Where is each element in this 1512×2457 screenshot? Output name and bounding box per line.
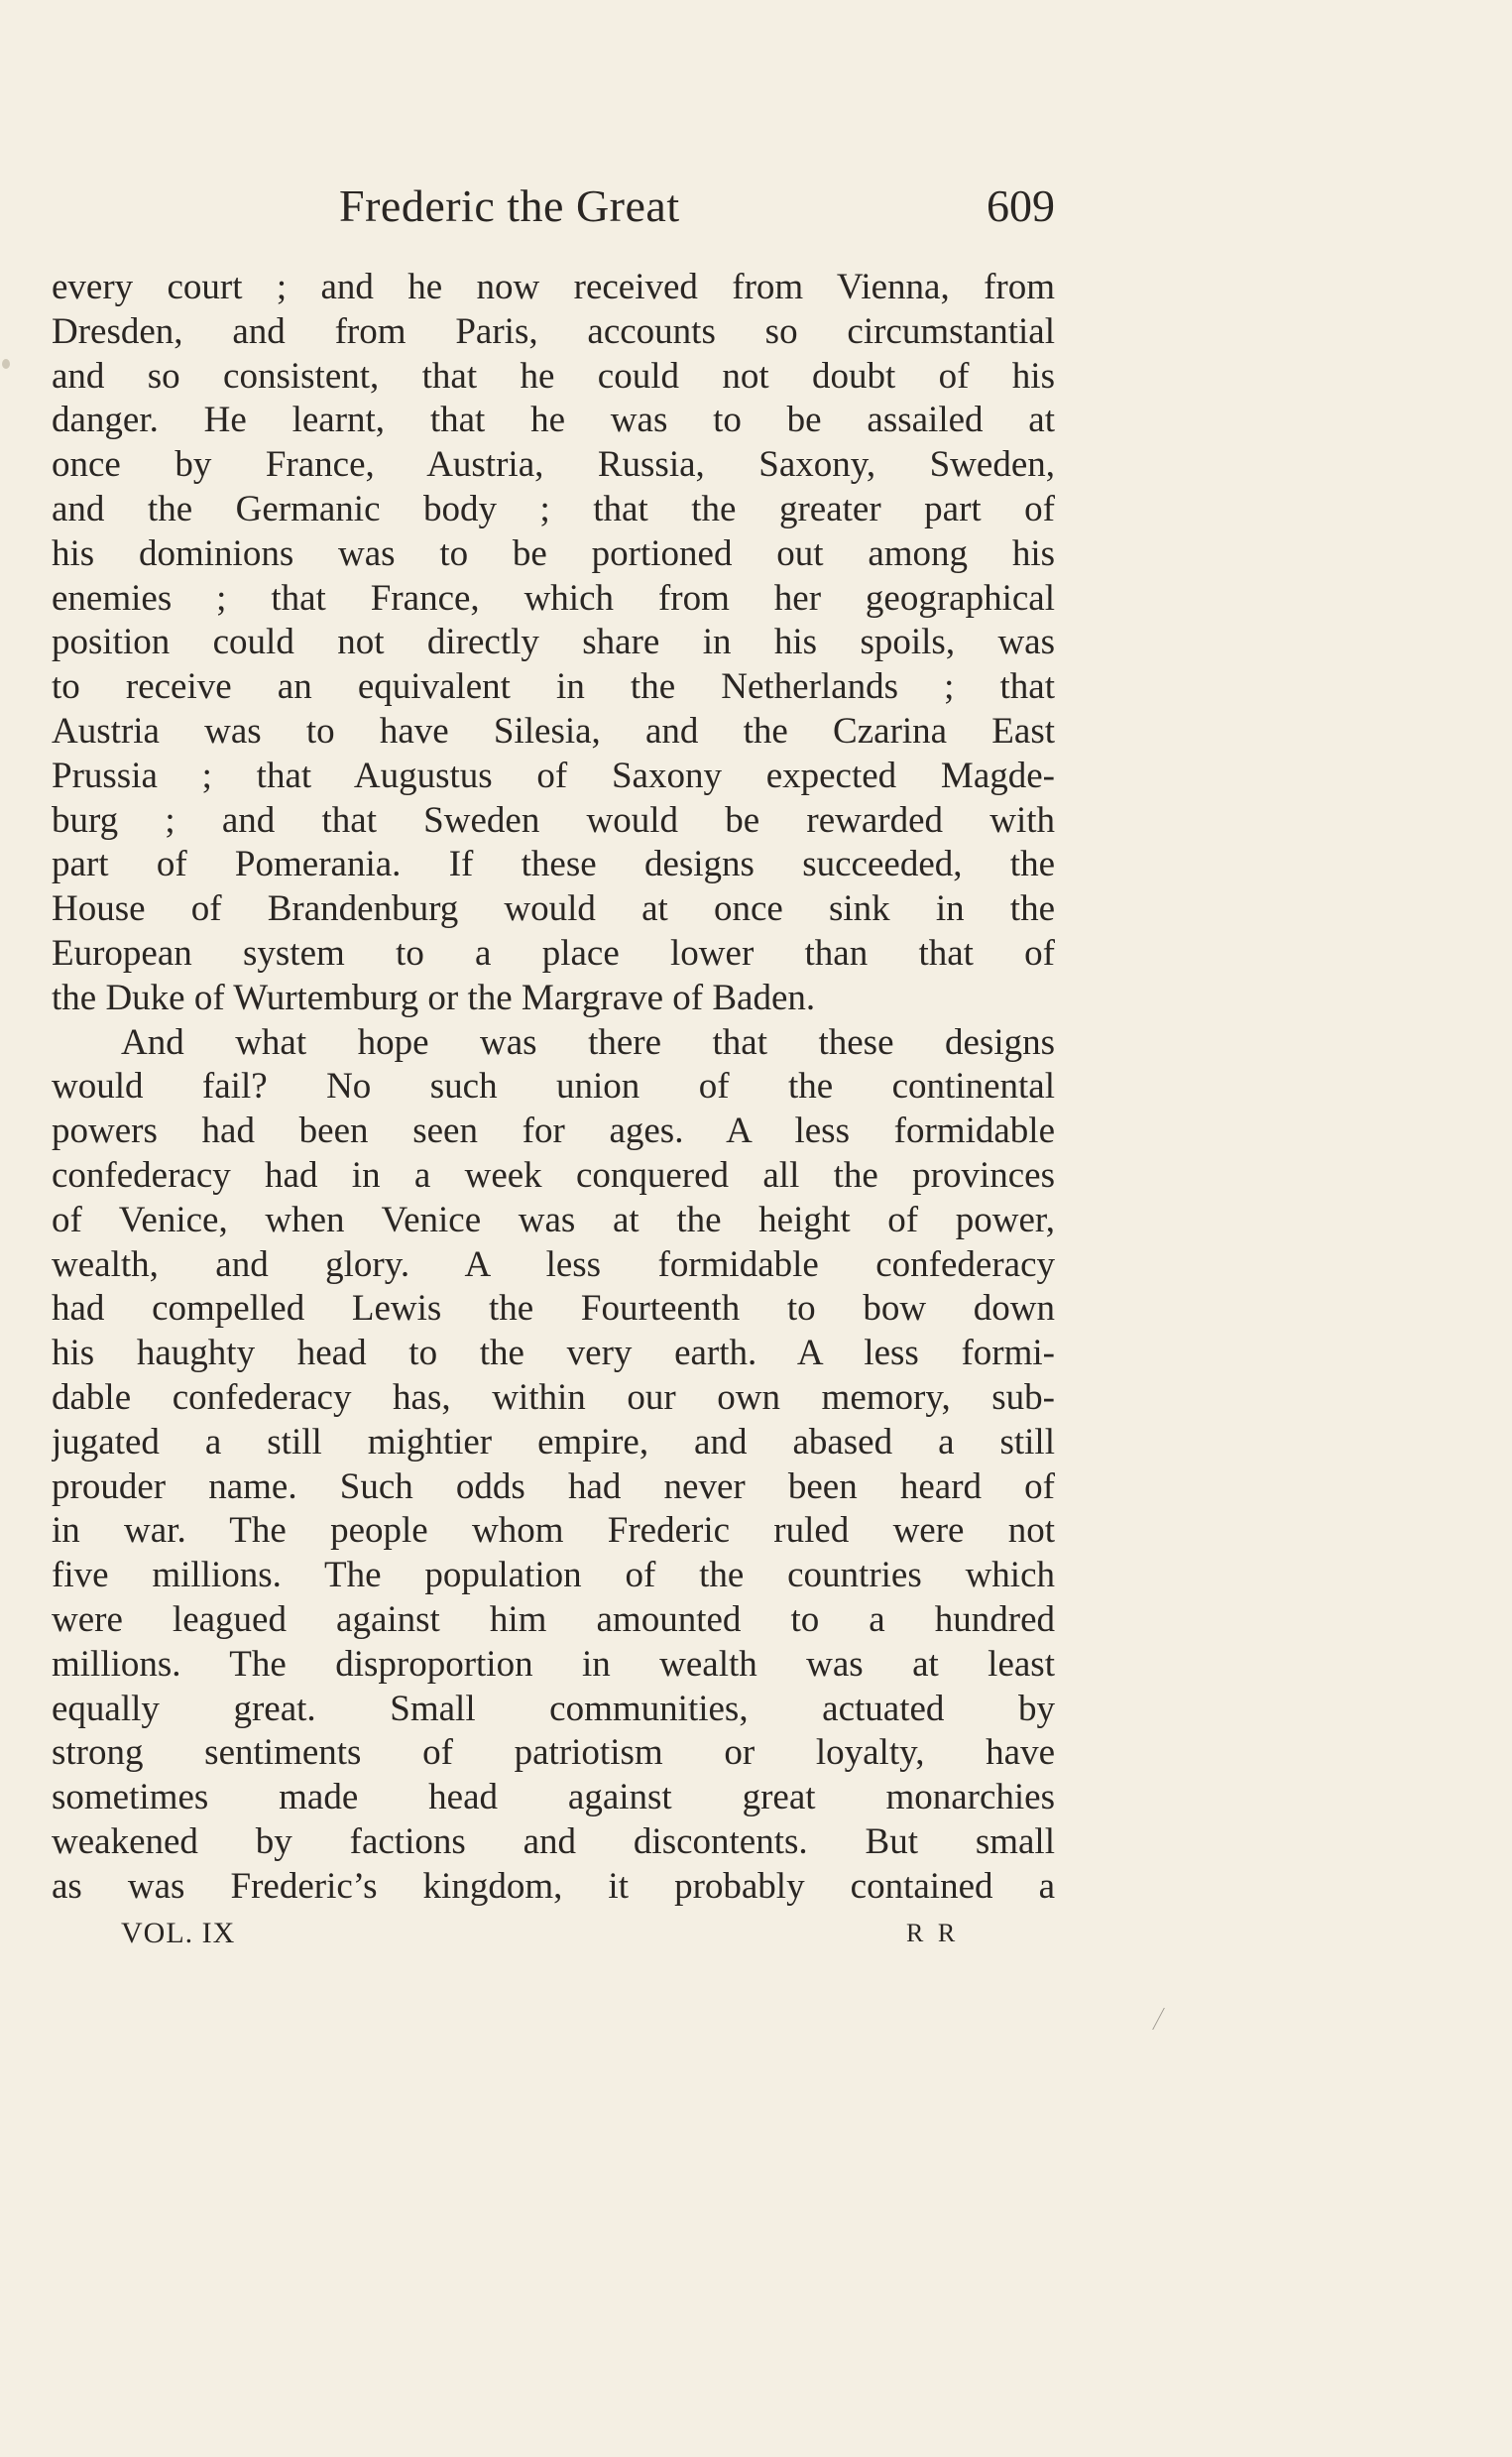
text-line: in war. The people whom Frederic ruled were not bbox=[52, 1510, 1055, 1552]
text-line: Dresden, and from Paris, accounts so circumstantial bbox=[52, 310, 1055, 352]
text-line: prouder name. Such odds had never been heard of bbox=[52, 1465, 1055, 1507]
text-line: jugated a still mightier empire, and abased a still bbox=[52, 1421, 1055, 1462]
text-line: European system to a place lower than that of bbox=[52, 932, 1055, 974]
running-title: Frederic the Great bbox=[339, 180, 680, 231]
text-line: enemies ; that France, which from her geographical bbox=[52, 577, 1055, 619]
text-line: to receive an equivalent in the Netherlands ; that bbox=[52, 666, 1055, 708]
paragraph-first-line: And what hope was there that these designs bbox=[121, 1021, 1055, 1063]
text-line: five millions. The population of the countries which bbox=[52, 1555, 1055, 1596]
text-line: Prussia ; that Augustus of Saxony expected Magde- bbox=[52, 755, 1055, 796]
running-head bbox=[52, 176, 1055, 236]
text-line: once by France, Austria, Russia, Saxony, Sweden, bbox=[52, 444, 1055, 486]
text-line: House of Brandenburg would at once sink in the bbox=[52, 888, 1055, 930]
body-text bbox=[52, 266, 1055, 1909]
text-line: equally great. Small communities, actuated by bbox=[52, 1688, 1055, 1729]
page-footer bbox=[52, 1914, 1055, 1953]
text-line: strong sentiments of patriotism or loyalty, have bbox=[52, 1732, 1055, 1774]
text-line: as was Frederic’s kingdom, it probably contained a bbox=[52, 1865, 1055, 1907]
text-line: every court ; and he now received from Vienna, from bbox=[52, 267, 1055, 307]
text-line: danger. He learnt, that he was to be assailed at bbox=[52, 400, 1055, 441]
text-line: part of Pomerania. If these designs succeeded, the bbox=[52, 844, 1055, 885]
volume-label: VOL. IX bbox=[121, 1917, 236, 1949]
text-line: had compelled Lewis the Fourteenth to bow down bbox=[52, 1288, 1055, 1330]
text-line: Austria was to have Silesia, and the Czarina East bbox=[52, 710, 1055, 752]
text-line: of Venice, when Venice was at the height of power, bbox=[52, 1199, 1055, 1240]
text-line: confederacy had in a week conquered all the provinces bbox=[52, 1154, 1055, 1196]
text-line: the Duke of Wurtemburg or the Margrave of Baden. bbox=[52, 977, 816, 1018]
paper-spot bbox=[2, 359, 10, 369]
text-line: weakened by factions and discontents. But small bbox=[52, 1820, 1055, 1862]
signature-mark: R R bbox=[906, 1919, 960, 1947]
text-line: sometimes made head against great monarchies bbox=[52, 1777, 1055, 1818]
text-line: would fail? No such union of the continental bbox=[52, 1066, 1055, 1108]
text-line: dable confederacy has, within our own memory, sub- bbox=[52, 1376, 1055, 1418]
text-line: and so consistent, that he could not doubt of his bbox=[52, 355, 1055, 397]
text-line: millions. The disproportion in wealth was at least bbox=[52, 1643, 1055, 1685]
text-line: and the Germanic body ; that the greater part of bbox=[52, 488, 1055, 529]
text-line: wealth, and glory. A less formidable confederacy bbox=[52, 1243, 1055, 1285]
text-line: burg ; and that Sweden would be rewarded with bbox=[52, 799, 1055, 841]
pencil-mark bbox=[1152, 2008, 1179, 2030]
text-line: powers had been seen for ages. A less formidable bbox=[52, 1111, 1055, 1152]
text-line: his haughty head to the very earth. A less formi- bbox=[52, 1333, 1055, 1374]
text-line: were leagued against him amounted to a hundred bbox=[52, 1598, 1055, 1640]
text-line: his dominions was to be portioned out among his bbox=[52, 532, 1055, 574]
text-line: position could not directly share in his spoils, was bbox=[52, 622, 1055, 663]
page-number: 609 bbox=[987, 180, 1055, 231]
